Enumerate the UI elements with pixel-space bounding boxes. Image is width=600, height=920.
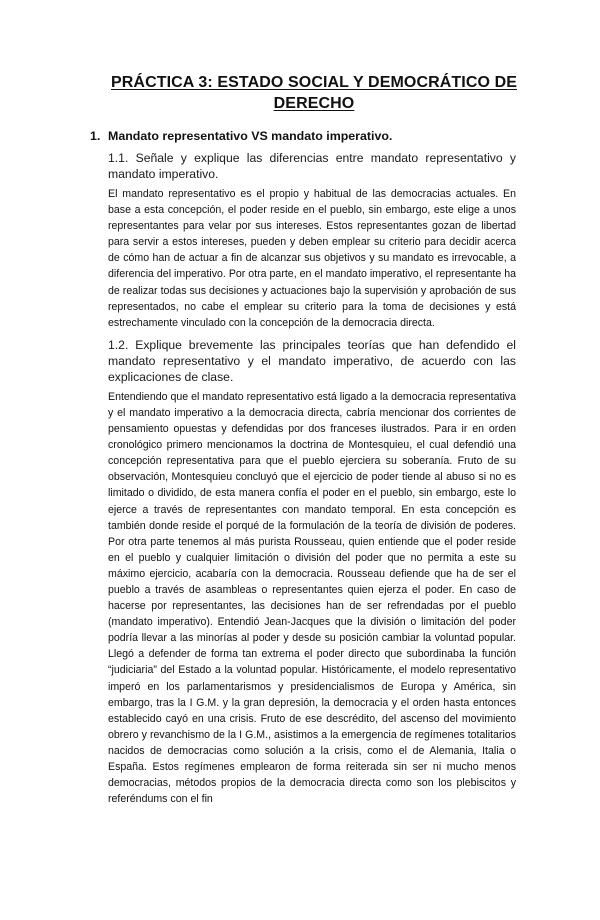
section-heading (90, 128, 516, 144)
question-1-1: 1.1. Señale y explique las diferencias entre mandato representativo y mandato imperativo. (108, 151, 516, 181)
document-title: PRÁCTICA 3: ESTADO SOCIAL Y DEMOCRÁTICO DE DERECHO (110, 74, 517, 112)
answer-1-2: Entendiendo que el mandato representativo está ligado a la democracia representativa y el mandato imperativo a la democracia directa, cabría mencionar dos corrientes de pensamiento opuestas y defendidas por dos franceses ilustrados. Para ir en orden cronológico primero mencionamos la doctrina de Montesquieu, el cual defendió una concepción representativa para que el pueblo ejerciera su soberanía. Fruto de su observación, Montesquieu concluyó que el ejercicio de poder tiende al abuso si no es limitado o dividido, de esta manera confía el poder en el pueblo, sin embargo, este lo ejerce a través de representantes con mandato temporal. En esta concepción es también donde reside el porqué de la formulación de la teoría de división de poderes. Por otra parte tenemos al más purista Rousseau, quien entiende que el poder reside en el pueblo y cualquier limitación o división del poder que no permita a este su máximo ejercicio, acabaría con la democracia. Rousseau defiende que ha de ser el pueblo a través de asambleas o representantes quien ejerza el poder. En caso de hacerse por representantes, las decisiones han de ser refrendadas por el pueblo (mandato imperativo). Entendió Jean-Jacques que la división o limitación del poder podría llevar a las minorías al poder y desde su posición cambiar la voluntad popular. Llegó a defender de forma tan extrema el poder directo que subordinaba la función “judiciaria” del Estado a la voluntad popular. Históricamente, el modelo representativo imperó en los parlamentarismos y presidencialismos de Europa y América, sin embargo, tras la I G.M. y la gran depresión, la democracia y el orden hasta entonces establecido cayó en una crisis. Fruto de ese descrédito, del ascenso del movimiento obrero y revanchismo de la I G.M., asistimos a la emergencia de regímenes totalitarios nacidos de democracias como solución a la crisis, como el de Alemania, Italia o España. Estos regímenes emplearon de forma reiterada sin ser ni mucho menos democracias, métodos propios de la democracia directa como son los plebiscitos y referéndums con el fin (108, 390, 516, 806)
section-title: Mandato representativo VS mandato imperativo. (108, 129, 393, 143)
section-number: 1. (90, 129, 101, 143)
answer-1-1: El mandato representativo es el propio y habitual de las democracias actuales. En base a esta concepción, el poder reside en el pueblo, sin embargo, este elige a unos representantes para velar por sus intereses. Estos representantes gozan de libertad para servir a estos intereses, pueden y deben emplear su criterio para decidir acerca de cómo han de actuar a fin de alcanzar sus objetivos y su mandato es irrevocable, a diferencia del imperativo. Por otra parte, en el mandato imperativo, el representante ha de realizar todas sus decisiones y actuaciones bajo la supervisión y aprobación de sus representados, no cabe el emplear su criterio para la toma de decisiones y está estrechamente vinculado con la concepción de la democracia directa. (108, 188, 516, 329)
document-page (0, 72, 600, 920)
question-1-2: 1.2. Explique brevemente las principales teorías que han defendido el mandato representativo y el mandato imperativo, de acuerdo con las explicaciones de clase. (108, 337, 516, 384)
